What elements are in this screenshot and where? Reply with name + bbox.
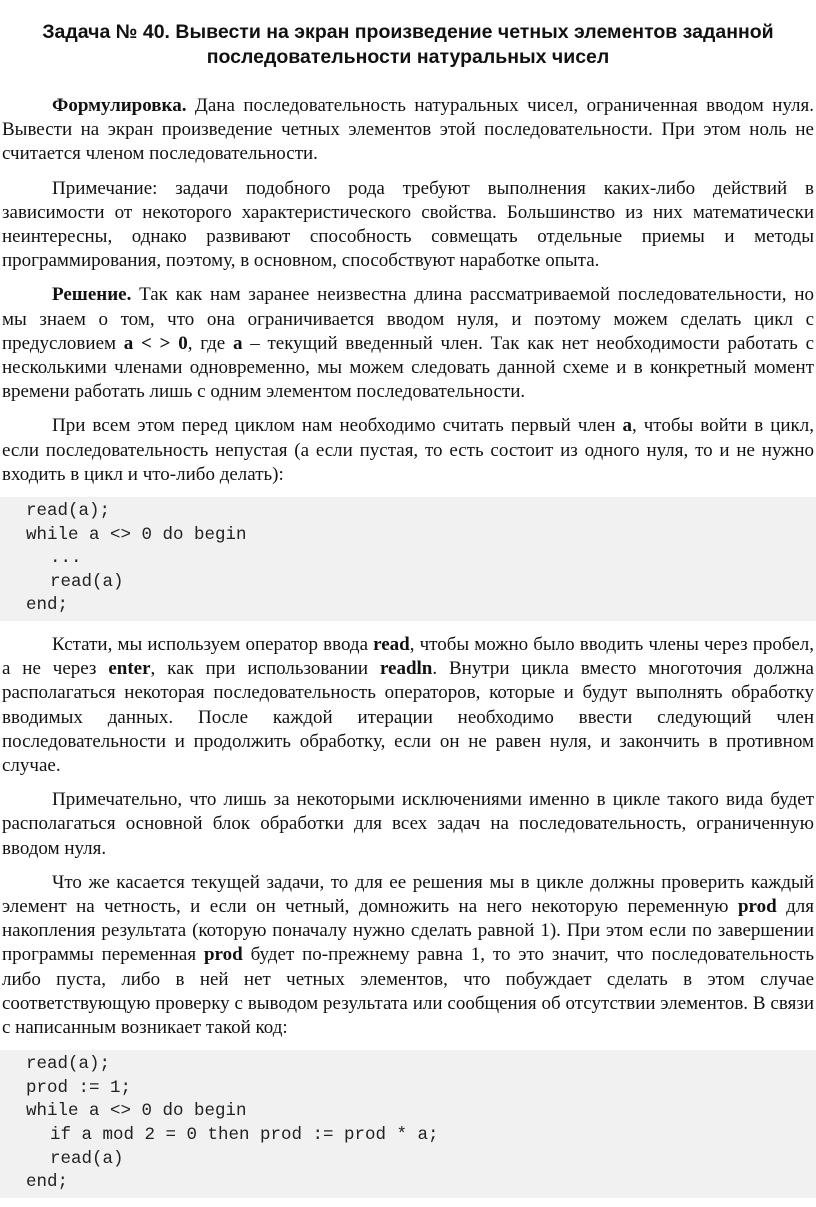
bold-term: Формулировка. [52,95,187,116]
title-line-2: последовательности натуральных чисел [206,46,610,68]
paragraph-text: , где [187,332,233,354]
paragraph-text: , чтобы войти в цикл, если последовательность непустая (а если пустая, то есть состоит из одного нуля, то и не нужно входить в цикл и что-либо делать): [2,415,814,485]
page-title [6,20,810,70]
code-block-1 [0,497,816,621]
paragraph-text: будет по-прежнему равна 1, то это значит, что последовательность либо пуста, либо в ней нет четных элементов, что побуждает сделать в этом случае соответствующую проверку с выводом результата или сообщения об отсутствии элементов. В связи с написанным возникает такой код: [2,944,814,1039]
paragraph-text: Что же касается текущей задачи, то для ее решения мы в цикле должны проверить каждый элемент на четность, и если он четный, домножить на него некоторую переменную [2,871,814,918]
bold-term: a [232,332,243,354]
paragraph-text: . Внутри цикла вместо многоточия должна располагаться некоторая последовательность операторов, которые и будут выполнять обработку вводимых данных. После каждой итерации необходимо ввести следующий член последовательности и продолжить обработку, если он не равен нуля, и закончить в противном случае. [2,658,814,777]
paragraph-text: Кстати, мы используем оператор ввода [52,634,374,656]
paragraph-formulation [2,94,814,167]
bold-term: enter [108,658,151,680]
paragraph-text: – текущий введенный член. Так как нет необходимости работать с несколькими членами одновременно, мы можем следовать данной схеме и в конкретный момент времени работать лишь с одним элементом последовательности. [2,332,815,403]
code-line: end; [26,1172,69,1193]
code-line: read(a) [50,1148,124,1169]
bold-term: prod [737,896,777,918]
code-line: ... [50,548,82,569]
paragraph-before-loop [2,414,814,487]
code-line: while a <> 0 do begin [26,1101,247,1122]
paragraph-current-task [2,871,814,1040]
paragraph-read-operator [2,633,814,778]
title-line-1: Задача № 40. Вывести на экран произведение четных элементов заданной [42,21,774,43]
paragraph-text: Примечательно, что лишь за некоторыми исключениями именно в цикле такого вида будет располагаться основной блок обработки для всех задач на последовательность, ограниченную вводом нуля. [2,789,814,859]
document-body [0,94,816,1198]
bold-term: a [622,415,632,437]
paragraph-note [2,177,814,274]
code-line: read(a); [26,1054,111,1075]
code-block-2 [0,1050,816,1198]
bold-term: a < > 0 [123,332,188,354]
paragraph-text: При всем этом перед циклом нам необходимо считать первый член [52,415,623,437]
paragraph-text: Дана последовательность натуральных чисел, ограниченная вводом нуля. Вывести на экран произведение четных элементов этой последовательности. При этом ноль не считается членом последовательности. [2,95,814,165]
code-line: read(a) [50,571,124,592]
code-line: while a <> 0 do begin [26,524,247,545]
code-line: prod := 1; [26,1077,132,1098]
paragraph-remark [2,788,814,861]
bold-term: read [373,634,410,656]
bold-term: prod [203,944,243,966]
paragraph-text: , чтобы можно было вводить члены через пробел, а не через [2,634,815,680]
code-line: end; [26,595,69,616]
bold-term: Решение. [52,284,132,306]
paragraph-text: , как при использовании [150,658,380,680]
paragraph-text: для накопления результата (которую поначалу нужно сделать равной 1). При этом если по завершении программы переменная [2,896,814,966]
code-line: if a mod 2 = 0 then prod := prod * a; [50,1125,439,1146]
bold-term: readln [379,658,433,680]
paragraph-text: Примечание: задачи подобного рода требуют выполнения каких-либо действий в зависимости от некоторого характеристического свойства. Большинство из них математически неинтересны, однако развивают способность совмещать отдельные приемы и методы программирования, поэтому, в основном, способствуют наработке опыта. [2,177,814,272]
paragraph-text: Так как нам заранее неизвестна длина рассматриваемой последовательности, но мы знаем о том, что она ограничивается вводом нуля, и поэтому можем сделать цикл с предусловием [2,284,814,354]
paragraph-solution [2,283,814,404]
code-line: read(a); [26,501,111,522]
